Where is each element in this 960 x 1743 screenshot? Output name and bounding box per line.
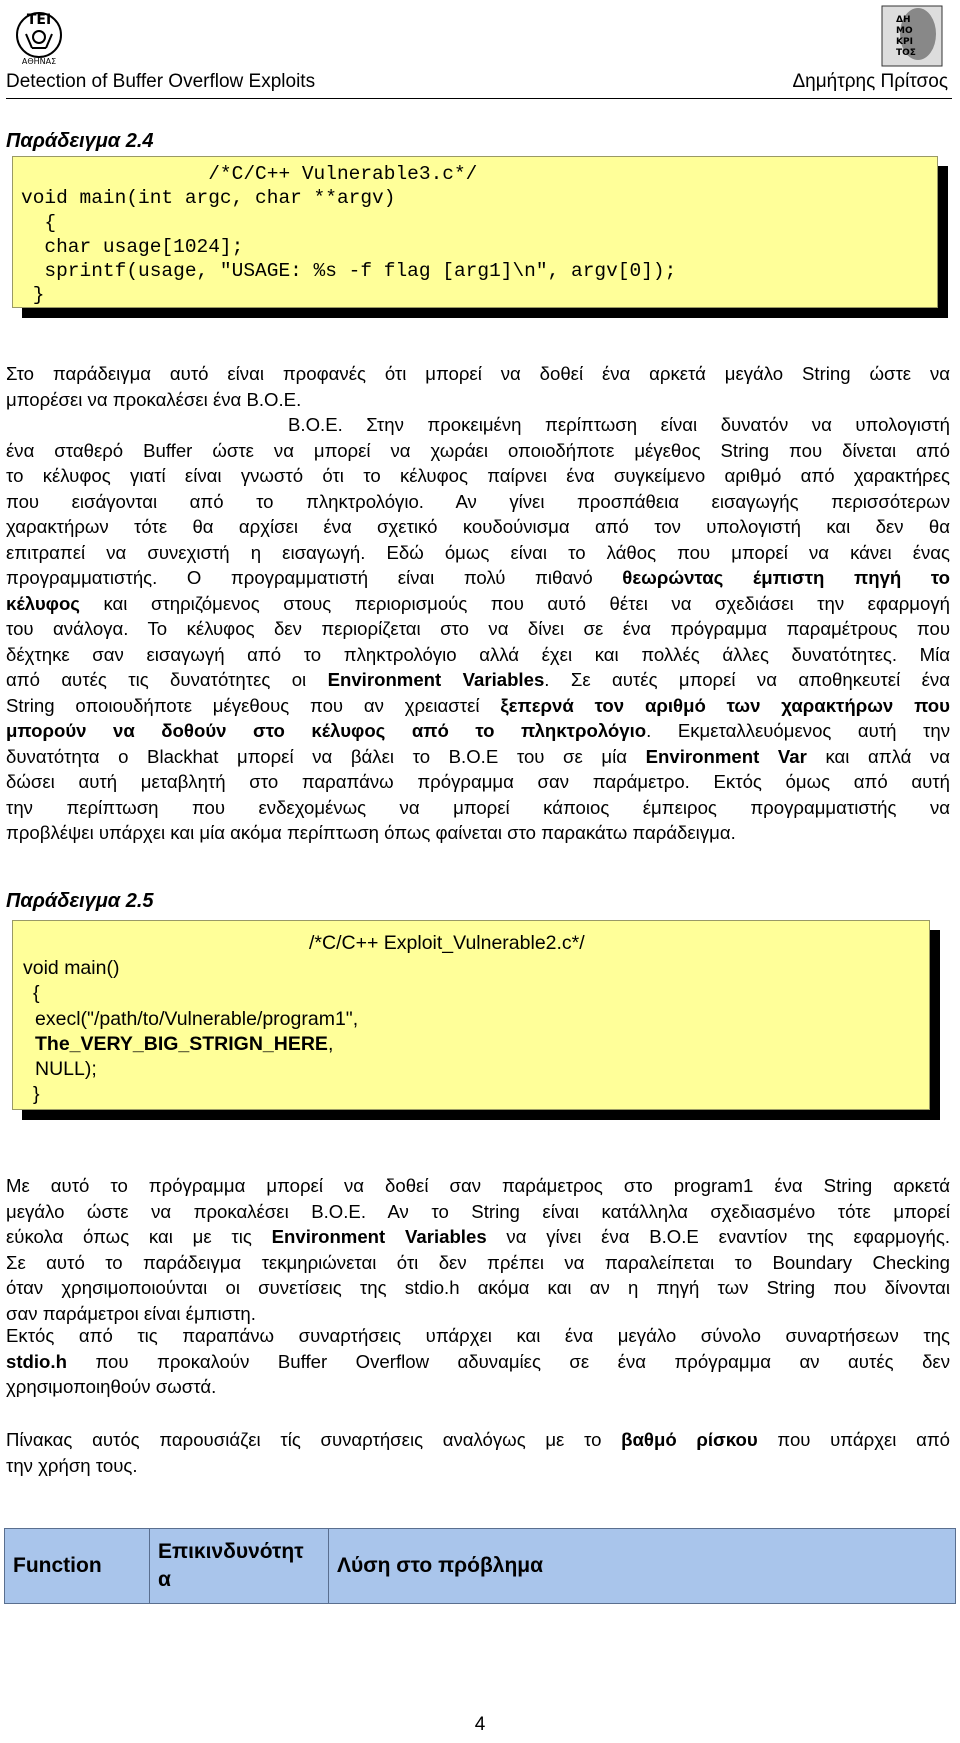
text-line: δώσει αυτή μεταβλητή στο παραπάνω πρόγραμμα σαν παράμετρο. Εκτός όμως από αυτή: [6, 771, 950, 792]
table-header-risk: Επικινδυνότητ α: [150, 1529, 329, 1604]
svg-text:ΜΟ: ΜΟ: [896, 26, 913, 36]
paragraph-shell-buffer: [6, 412, 950, 846]
example-2-5-heading: Παράδειγμα 2.5: [6, 890, 154, 912]
header-divider: [6, 98, 952, 99]
code-line: The_VERY_BIG_STRIGN_HERE,: [35, 1033, 334, 1055]
text-line: του ανάλογα. Το κέλυφος δεν περιορίζεται στο να δίνει σε ένα πρόγραμμα παραμέτρους που: [6, 618, 950, 639]
text-line: από αυτές τις δυνατότητες οι Environment Variables. Σε αυτές μπορεί να αποθηκευτεί ένα: [6, 669, 950, 690]
text-line: όταν χρησιμοποιούνται οι συνετίσεις της stdio.h ακόμα και αν η πηγή των String που δίνονται: [6, 1277, 950, 1298]
header-document-title: Detection of Buffer Overflow Exploits: [6, 71, 316, 92]
code-line: {: [33, 982, 40, 1004]
code-line: /*C/C++ Vulnerable3.c*/: [21, 163, 478, 185]
text-line: stdio.h που προκαλούν Buffer Overflow αδυναμίες σε ένα πρόγραμμα αν αυτές δεν: [6, 1350, 950, 1372]
table-header-function: Function: [5, 1529, 150, 1604]
svg-text:ΚΡΙ: ΚΡΙ: [896, 37, 913, 47]
text-line: μεγάλο ώστε να προκαλέσει Β.Ο.Ε. Αν το String είναι κατάλληλα σχεδιασμένο τότε μπορεί: [6, 1200, 950, 1222]
svg-text:ΔΗ: ΔΗ: [896, 15, 911, 25]
code-line: char usage[1024];: [21, 236, 244, 258]
tei-athens-logo: [8, 4, 70, 66]
text-line: την χρήση τους.: [6, 1454, 138, 1476]
text-line: Με αυτό το πρόγραμμα μπορεί να δοθεί σαν παράμετρος στο program1 ένα String αρκετά: [6, 1175, 950, 1196]
code-line: NULL);: [35, 1058, 97, 1080]
svg-text:ΑΘΗΝΑΣ: ΑΘΗΝΑΣ: [21, 57, 57, 66]
text-line: δέχτηκε σαν εισαγωγή από το πληκτρολόγιο αλλά έχει και πολλές άλλες δυνατότητες. Μία: [6, 643, 950, 665]
text-line: το κέλυφος γιατί είναι γνωστό ότι το κέλυφος παίρνει ένα συγκείμενο αριθμό από χαρακτήρες: [6, 465, 950, 486]
risk-table: [4, 1528, 956, 1604]
svg-text:ΤΟΣ: ΤΟΣ: [896, 48, 916, 58]
text-line: Στο παράδειγμα αυτό είναι προφανές ότι μπορεί να δοθεί ένα αρκετά μεγάλο String ώστε να: [6, 363, 950, 384]
table-header-solution: Λύση στο πρόβλημα: [329, 1529, 956, 1604]
text-line: την περίπτωση που ενδεχομένως να μπορεί κάποιος έμπειρος προγραμματιστής να: [6, 796, 950, 818]
page-number: 4: [474, 1714, 486, 1735]
text-line: προγραμματιστής. Ο προγραμματιστή είναι πολύ πιθανό θεωρώντας έμπιστη πηγή το: [6, 567, 950, 588]
paragraph-table-intro: [6, 1427, 950, 1478]
header-author: Δημήτρης Πρίτσος: [792, 71, 948, 92]
svg-text:ΤΕΙ: ΤΕΙ: [26, 12, 52, 28]
code-line: execl("/path/to/Vulnerable/program1",: [35, 1008, 359, 1030]
text-line: χαρακτήρων τότε θα αρχίσει ένα σχετικό κουδούνισμα από τον υπολογιστή και δεν θα: [6, 516, 950, 537]
code-line: void main(int argc, char **argv): [21, 187, 396, 209]
code-line: {: [21, 212, 57, 234]
example-2-4-heading: Παράδειγμα 2.4: [6, 130, 154, 152]
code-line: sprintf(usage, "USAGE: %s -f flag [arg1]\n", argv[0]);: [21, 260, 677, 282]
table-header-row: [5, 1529, 956, 1604]
code-line: }: [33, 1083, 40, 1105]
paragraph-program1-explanation: [6, 1173, 950, 1326]
text-line: Εκτός από τις παραπάνω συναρτήσεις υπάρχει και ένα μεγάλο σύνολο συναρτήσεων της: [6, 1325, 950, 1346]
text-line: κέλυφος και στηριζόμενος στους περιορισμούς που αυτό θέτει να σχεδιάσει την εφαρμογή: [6, 592, 950, 614]
paragraph-example-explanation: [6, 361, 950, 412]
text-line: προβλέψει υπάρχει και μία ακόμα περίπτωση όπως φαίνεται στο παρακάτω παράδειγμα.: [6, 822, 736, 843]
text-line: χρησιμοποιηθούν σωστά.: [6, 1376, 217, 1397]
text-line: επιτραπεί να συνεχιστή η εισαγωγή. Εδώ όμως είναι το λάθος που μπορεί να κάνει ένας: [6, 541, 950, 563]
code-box-exploit-vulnerable2: [12, 920, 930, 1110]
text-line: Β.Ο.Ε. Στην προκειμένη περίπτωση είναι δυνατόν να υπολογιστή: [288, 414, 950, 435]
text-line: δυνατότητα ο Blackhat μπορεί να βάλει το Β.Ο.Ε του σε μία Environment Var και απλά να: [6, 745, 951, 767]
text-line: μπορέσει να προκαλέσει ένα Β.Ο.Ε.: [6, 388, 302, 410]
code-title: /*C/C++ Exploit_Vulnerable2.c*/: [309, 932, 585, 954]
text-line: εύκολα όπως και με τις Environment Variables να γίνει ένα Β.Ο.Ε εναντίον της εφαρμογής.: [6, 1226, 950, 1247]
paragraph-stdio-functions: [6, 1323, 950, 1400]
text-line: Πίνακας αυτός παρουσιάζει τίς συναρτήσεις αναλόγως με το βαθμό ρίσκου που υπάρχει από: [6, 1429, 950, 1450]
text-line: Σε αυτό το παράδειγμα τεκμηριώνεται ότι δεν πρέπει να παραλείπεται το Boundary Checking: [6, 1251, 950, 1273]
text-line: ένα σταθερό Buffer ώστε να μπορεί να χωράει οποιοδήποτε μέγεθος String που δίνεται από: [6, 439, 950, 461]
text-line: που εισάγονται από το πληκτρολόγιο. Αν γίνει προσπάθεια εισαγωγής περισσότερων: [6, 490, 950, 512]
code-line: void main(): [23, 957, 120, 979]
code-box-vulnerable3: [12, 156, 938, 308]
text-line: μπορούν να δοθούν στο κέλυφος από το πληκτρολόγιο. Εκμεταλλευόμενος αυτή την: [6, 720, 950, 741]
text-line: σαν παράμετροι είναι έμπιστη.: [6, 1302, 256, 1324]
code-line: }: [21, 284, 45, 306]
demokritos-logo: [876, 4, 948, 68]
text-line: String οποιουδήποτε μέγεθους που αν χρειαστεί ξεπερνά τον αριθμό των χαρακτήρων που: [6, 694, 950, 716]
